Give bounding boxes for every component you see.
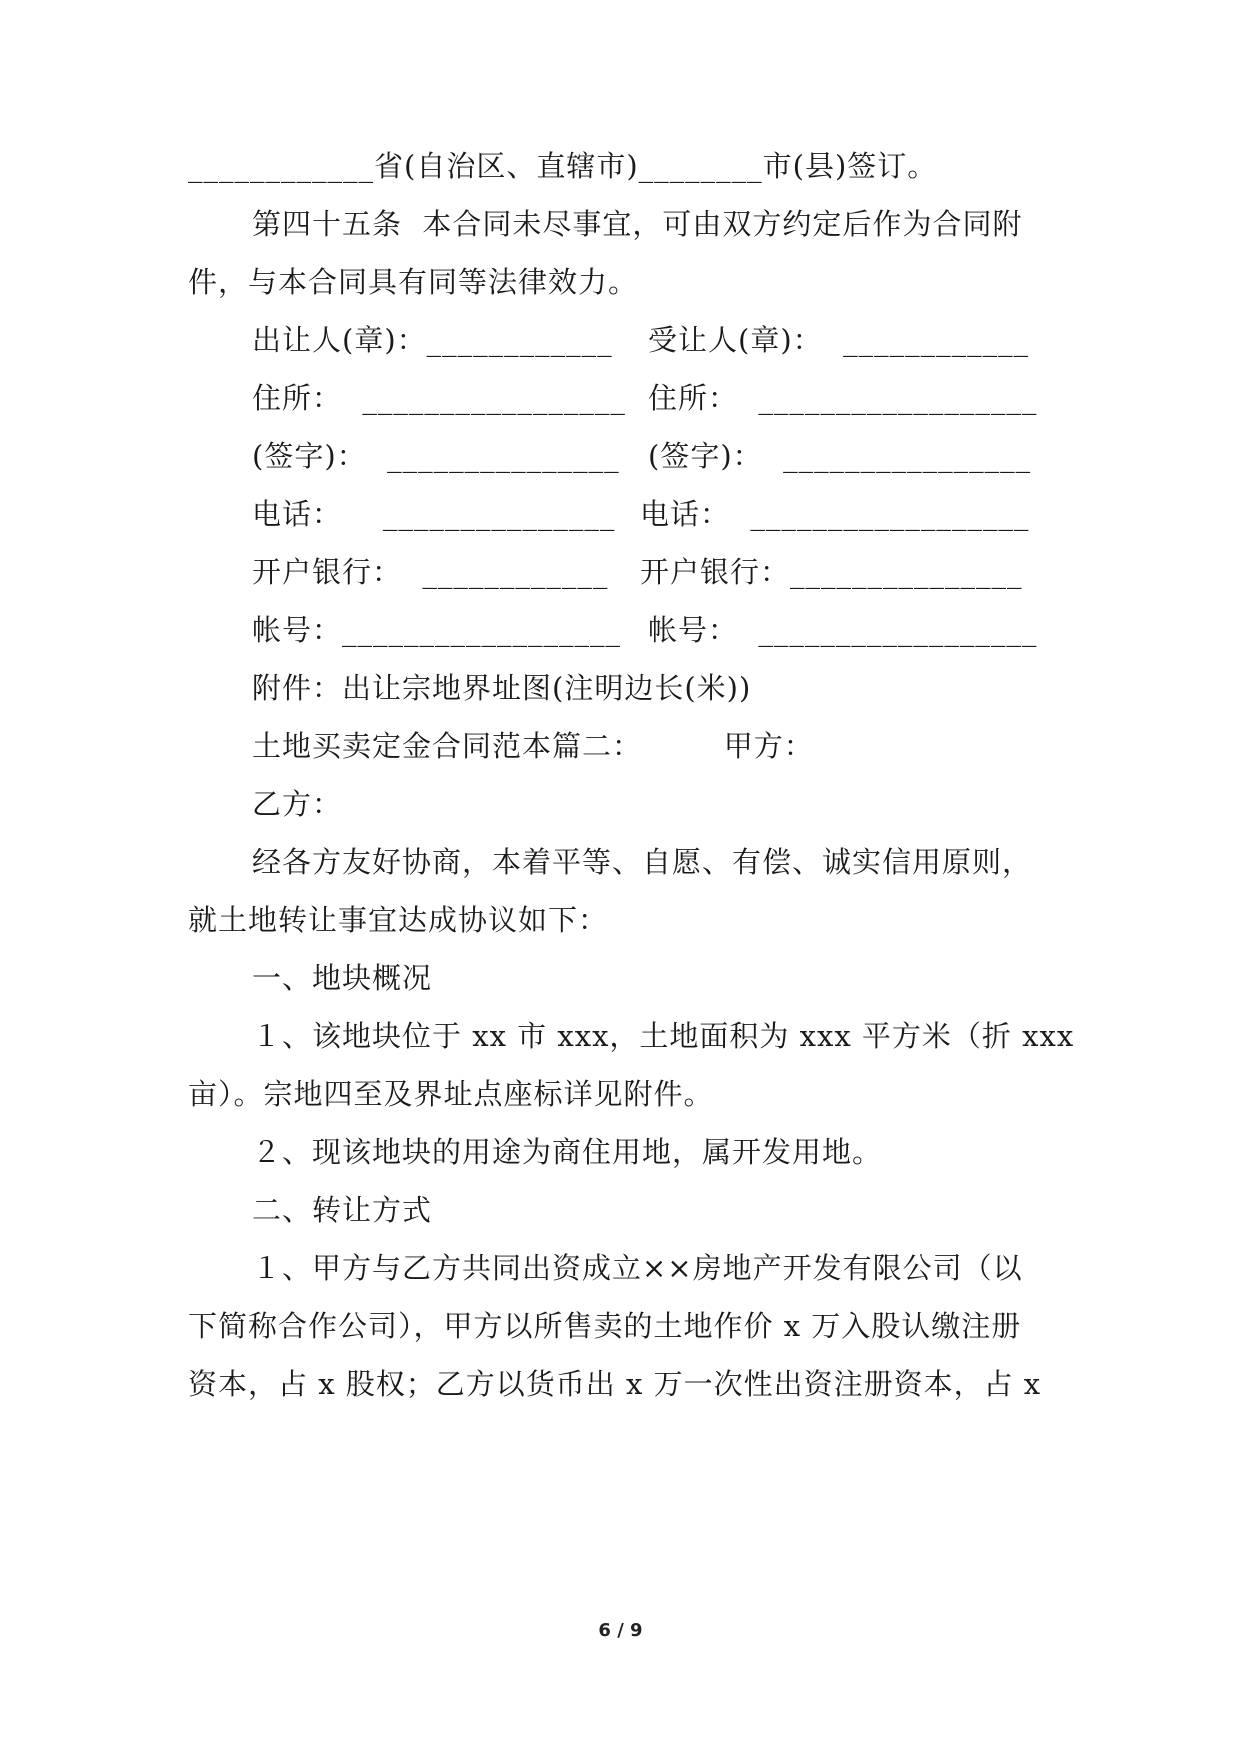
text-line: １、该地块位于 xx 市 xxx，土地面积为 xxx 平方米（折 xxx [252,1019,1075,1053]
signature-left: 开户银行： ____________ [252,555,609,589]
page-number: 6 / 9 [598,1620,643,1641]
text-line: 资本，占 x 股权；乙方以货币出 x 万一次性出资注册资本，占 x [188,1367,1042,1401]
text-line: 经各方友好协商，本着平等、自愿、有偿、诚实信用原则， [252,845,1033,879]
text-line: ____________省(自治区、直辖市)________市(县)签订。 [188,149,938,183]
attachment-note: 附件：出让宗地界址图(注明边长(米)) [252,671,752,705]
signature-right: 开户银行：_______________ [640,555,1023,589]
signature-left: 帐号：__________________ [252,613,622,647]
section-heading: 一、地块概况 [252,961,433,995]
section-heading: 二、转让方式 [252,1193,433,1227]
signature-right: 帐号： __________________ [648,613,1038,647]
section-title: 土地买卖定金合同范本篇二： 甲方： [252,729,814,763]
text-line: 下简称合作公司），甲方以所售卖的土地作价 x 万入股认缴注册 [188,1309,1022,1343]
signature-left: 出让人(章)：____________ [252,323,613,357]
signature-right: 电话： __________________ [640,497,1030,531]
text-line: １、甲方与乙方共同出资成立××房地产开发有限公司（以 [252,1251,1023,1285]
signature-left: 住所： _________________ [252,381,626,415]
text-line: 亩）。宗地四至及界址点座标详见附件。 [188,1077,714,1111]
signature-left: (签字)： _______________ [252,439,620,473]
text-line: 件，与本合同具有同等法律效力。 [188,265,639,299]
signature-left: 电话： _______________ [252,497,616,531]
text-line: ２、现该地块的用途为商住用地，属开发用地。 [252,1135,883,1169]
signature-right: 受让人(章)： ____________ [648,323,1030,357]
signature-right: (签字)： ________________ [648,439,1032,473]
party-b-label: 乙方： [252,787,343,821]
text-line: 第四十五条 本合同未尽事宜，可由双方约定后作为合同附 [252,207,1023,241]
text-line: 就土地转让事宜达成协议如下： [188,903,609,937]
signature-right: 住所： __________________ [648,381,1038,415]
